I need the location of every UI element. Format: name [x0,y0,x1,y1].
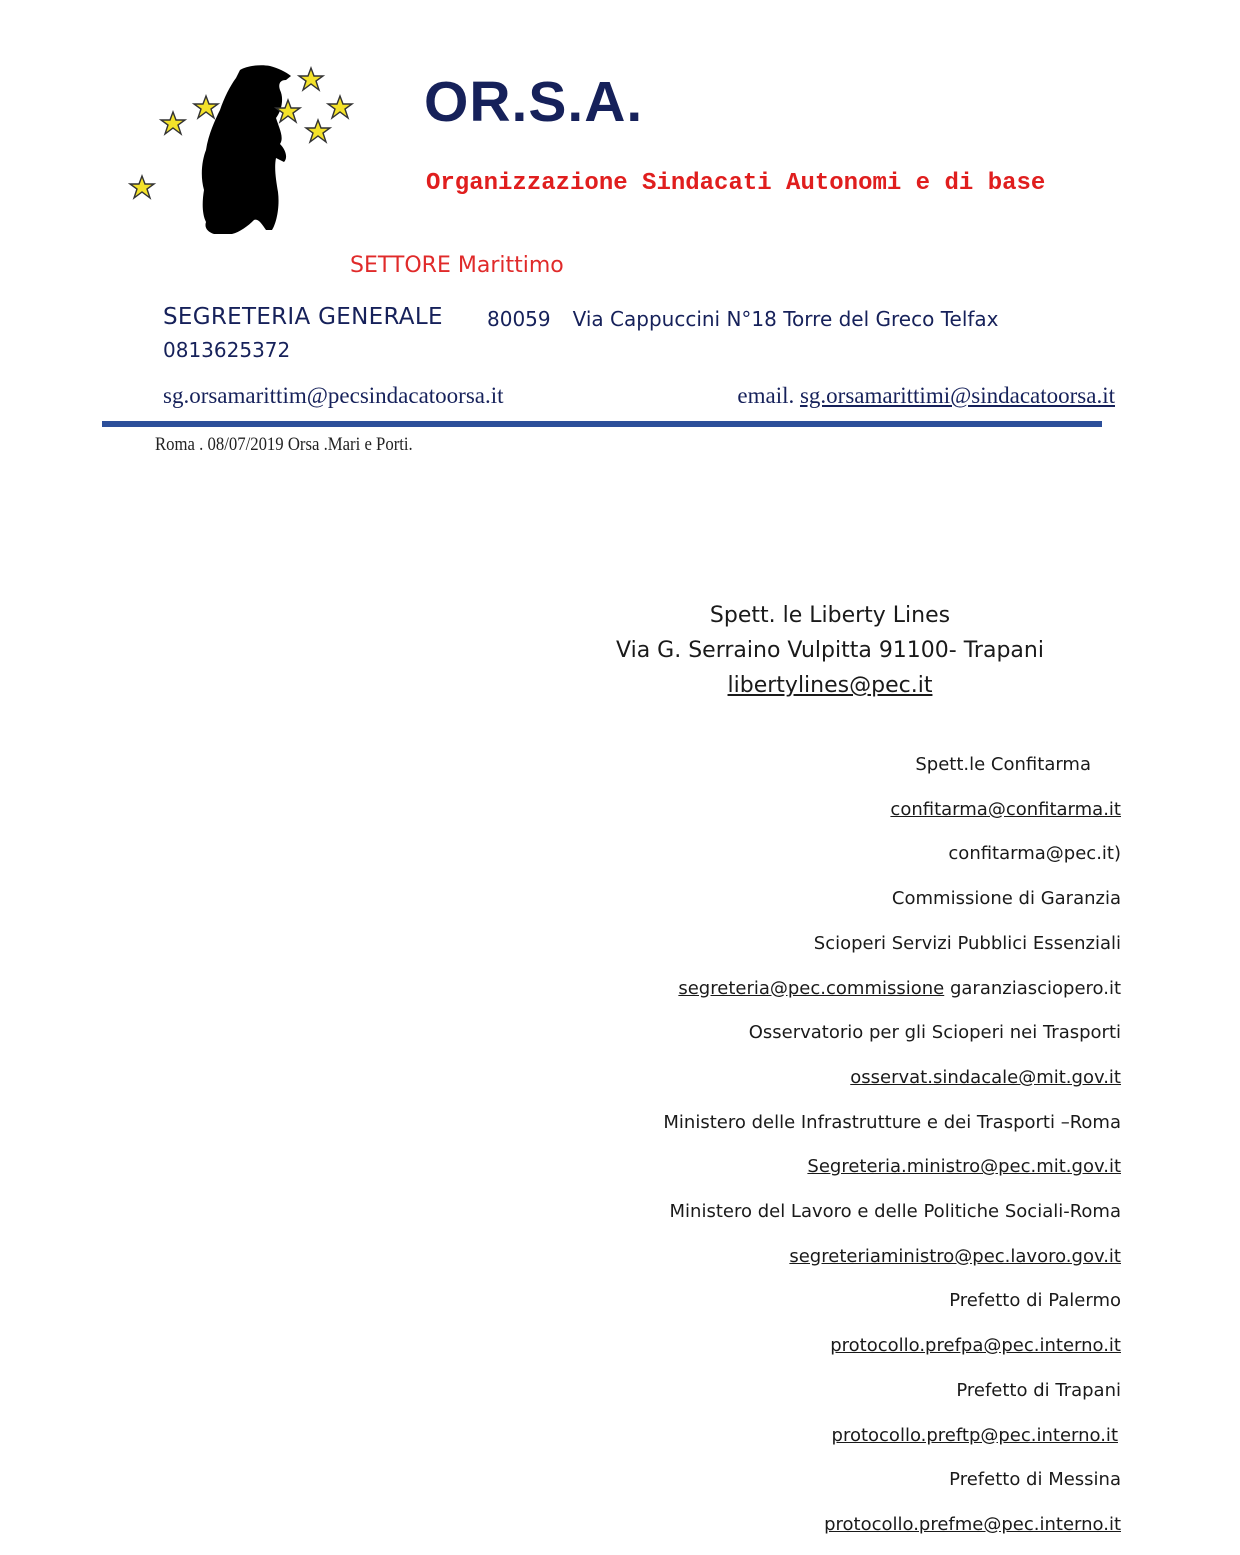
street-address: Via Cappuccini N°18 Torre del Greco Telfax [572,307,999,331]
addressee-block [560,598,1100,703]
recipient-line [663,1458,1121,1503]
email-label: email. [737,383,795,408]
phone-number: 0813625372 [163,338,291,362]
recipient-email-link[interactable]: confitarma@confitarma.it [890,798,1121,820]
recipient-text: Scioperi Servizi Pubblici Essenziali [813,932,1121,954]
star-icon [306,120,330,142]
recipient-line [663,1369,1121,1414]
header-divider [102,421,1102,427]
pec-email: sg.orsamarittim@pecsindacatoorsa.it [163,383,504,408]
organization-name: Organizzazione Sindacati Autonomi e di base [426,170,1046,197]
star-icon [299,68,323,90]
star-icon [130,176,154,198]
recipient-line [663,877,1121,922]
star-icon [194,96,218,118]
email-link[interactable]: sg.orsamarittimi@sindacatoorsa.it [799,383,1115,408]
recipient-email-link[interactable]: segreteria@pec.commissione [678,977,945,999]
date-line: Roma . 08/07/2019 Orsa .Mari e Porti. [155,434,413,455]
office-address [487,307,999,331]
recipient-email-link[interactable]: segreteriaministro@pec.lavoro.gov.it [789,1245,1121,1267]
recipient-line [663,1279,1121,1324]
office-label: SEGRETERIA GENERALE [163,304,443,330]
recipient-line [663,832,1121,877]
star-icon [161,112,185,134]
recipient-text: Ministero del Lavoro e delle Politiche Sociali-Roma [669,1201,1121,1223]
recipient-line [663,1235,1121,1280]
star-icon [328,96,352,118]
addressee-name: Spett. le Liberty Lines [709,603,951,628]
recipient-email-link[interactable]: protocollo.prefpa@pec.interno.it [830,1335,1121,1357]
recipient-line [663,1324,1121,1369]
recipient-line [663,1145,1121,1190]
brand-title: OR.S.A. [424,70,644,134]
recipient-text: Spett.le Confitarma [915,754,1091,775]
recipient-text: Prefetto di Trapani [956,1379,1121,1401]
recipient-text: Osservatorio per gli Scioperi nei Trasporti [748,1022,1121,1044]
recipients-list [663,743,1121,1548]
recipient-email-link[interactable]: osservat.sindacale@mit.gov.it [850,1066,1121,1088]
recipient-text: Ministero delle Infrastrutture e dei Trasporti –Roma [663,1111,1121,1133]
recipient-text: confitarma@pec.it) [948,843,1121,865]
recipient-line [663,788,1121,833]
recipient-text: Prefetto di Palermo [949,1290,1121,1312]
recipient-line [663,1011,1121,1056]
contact-email [737,383,1115,409]
orsa-bear-logo [128,58,358,240]
recipient-line [663,1101,1121,1146]
recipient-line [663,1056,1121,1101]
recipient-line [663,743,1121,788]
addressee-address: Via G. Serraino Vulpitta 91100- Trapani [616,638,1044,663]
recipient-email-link[interactable]: protocollo.prefme@pec.interno.it [824,1513,1121,1535]
recipient-line [663,1503,1121,1548]
addressee-email-link[interactable]: libertylines@pec.it [727,673,933,698]
sector-label: SETTORE Marittimo [350,253,564,278]
bear-silhouette-icon [202,65,291,234]
recipient-email-link[interactable]: Segreteria.ministro@pec.mit.gov.it [807,1156,1121,1178]
recipient-line [663,922,1121,967]
recipient-text: Prefetto di Messina [949,1469,1121,1491]
recipient-line [663,967,1121,1012]
recipient-email-link[interactable]: protocollo.preftp@pec.interno.it [831,1424,1118,1446]
recipient-text: garanziasciopero.it [944,977,1121,999]
recipient-line [663,1190,1121,1235]
postal-code: 80059 [487,307,551,331]
recipient-text: Commissione di Garanzia [891,888,1121,910]
recipient-line [663,1414,1121,1459]
